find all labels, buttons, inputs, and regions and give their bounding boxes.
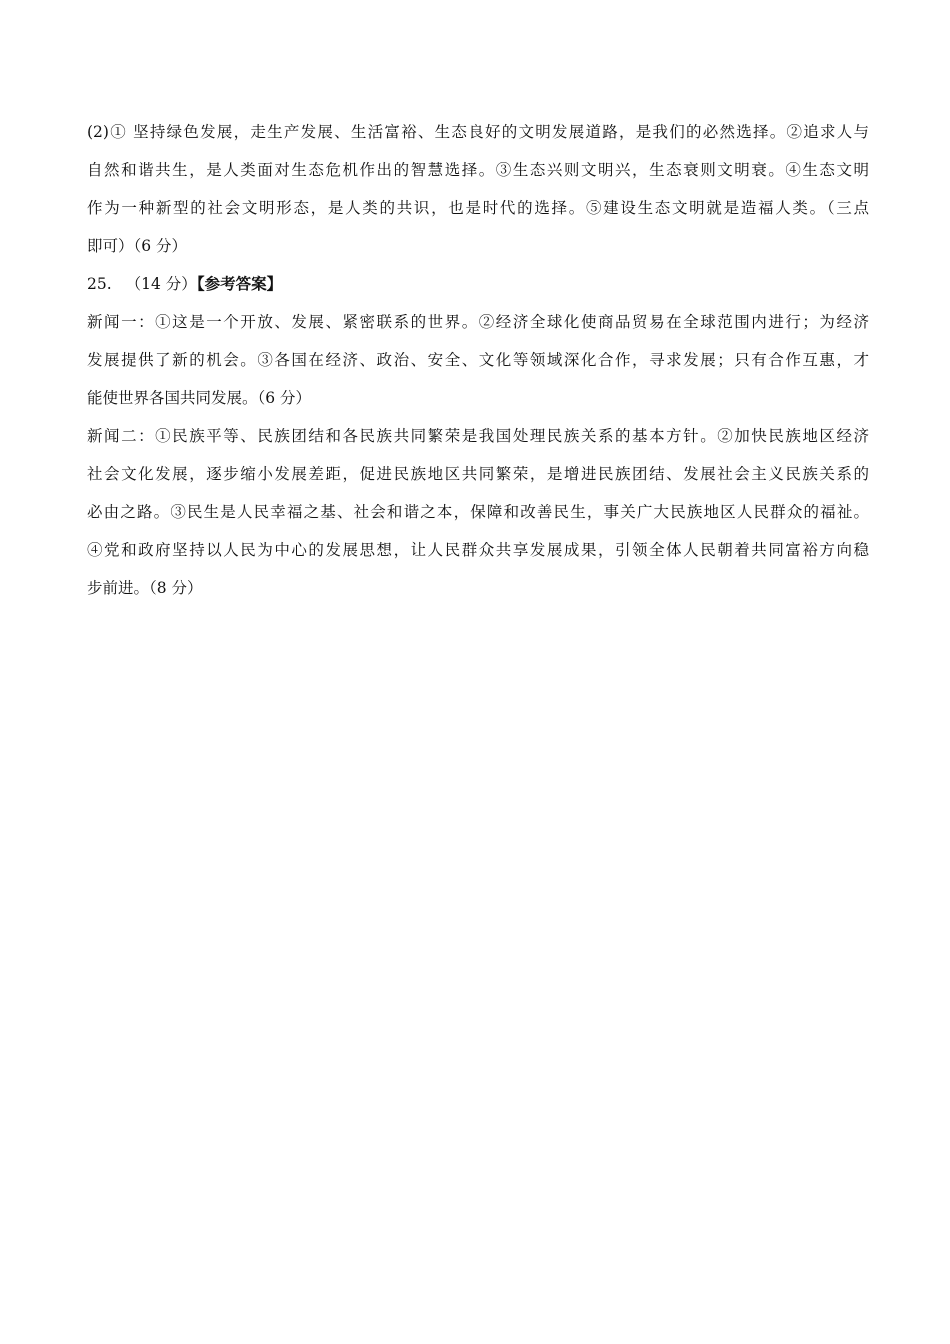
paragraph-line: ④党和政府坚持以人民为中心的发展思想，让人民群众共享发展成果，引领全体人民朝着共同富裕方向稳 <box>87 541 869 559</box>
news-2-paragraph <box>87 417 869 607</box>
answer-tag: 【参考答案】 <box>196 274 283 293</box>
part-2-paragraph <box>87 113 869 265</box>
answer-text <box>87 113 869 607</box>
paragraph-line: 作为一种新型的社会文明形态，是人类的共识，也是时代的选择。⑤建设生态文明就是造福人类。（三点 <box>87 199 869 217</box>
question-number: 25. <box>87 275 112 293</box>
paragraph-line: 即可）（6 分） <box>87 237 188 255</box>
paragraph-line: (2)① 坚持绿色发展，走生产发展、生活富裕、生态良好的文明发展道路，是我们的必然选择。②追求人与 <box>87 123 869 141</box>
paragraph-line: 能使世界各国共同发展。（6 分） <box>87 389 312 407</box>
paragraph-line: 必由之路。③民生是人民幸福之基、社会和谐之本，保障和改善民生，事关广大民族地区人民群众的福祉。 <box>87 503 869 521</box>
paragraph-line: 新闻一：①这是一个开放、发展、紧密联系的世界。②经济全球化使商品贸易在全球范围内进行；为经济 <box>87 313 869 331</box>
paragraph-line: 自然和谐共生，是人类面对生态危机作出的智慧选择。③生态兴则文明兴，生态衰则文明衰。④生态文明 <box>87 161 869 179</box>
question-25-heading <box>87 265 869 303</box>
paragraph-line: 社会文化发展，逐步缩小发展差距，促进民族地区共同繁荣，是增进民族团结、发展社会主义民族关系的 <box>87 465 869 483</box>
paragraph-line: 步前进。（8 分） <box>87 579 203 597</box>
news-1-paragraph <box>87 303 869 417</box>
question-score: （14 分） <box>125 275 197 293</box>
paragraph-line: 发展提供了新的机会。③各国在经济、政治、安全、文化等领域深化合作，寻求发展；只有合作互惠，才 <box>87 351 869 369</box>
paragraph-line: 新闻二：①民族平等、民族团结和各民族共同繁荣是我国处理民族关系的基本方针。②加快民族地区经济 <box>87 427 869 445</box>
